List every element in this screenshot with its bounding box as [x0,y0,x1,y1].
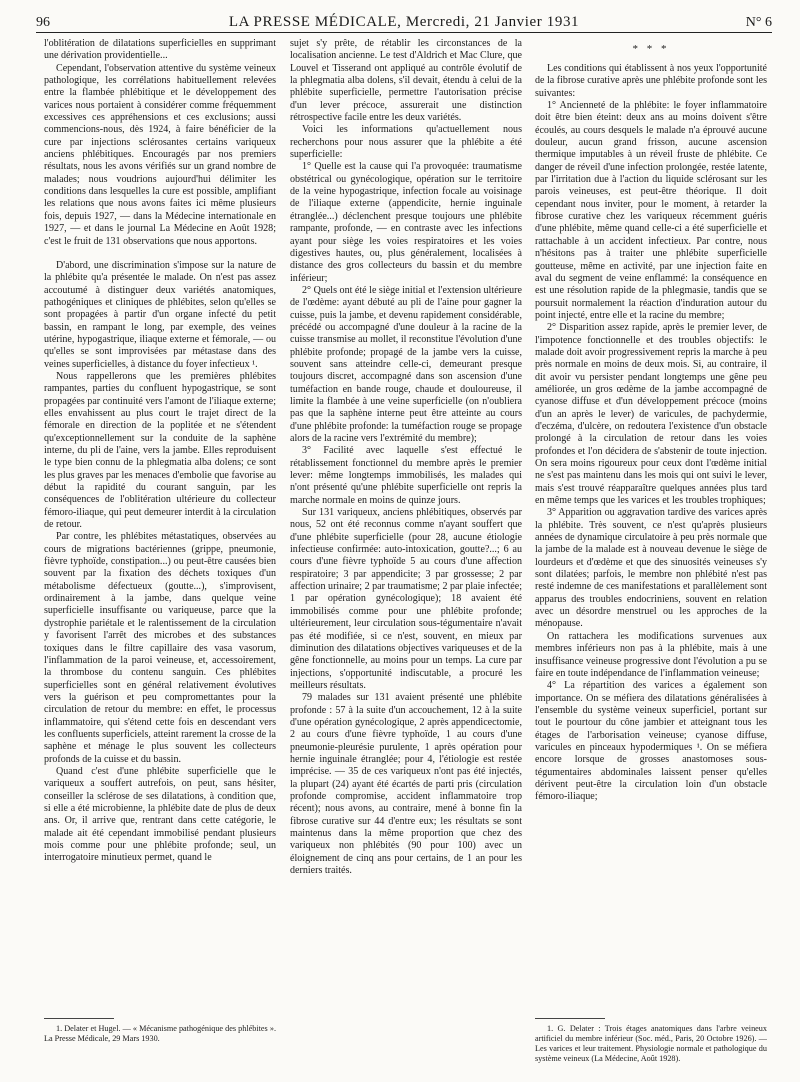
paragraph: 1° Quelle est la cause qui l'a provoquée: traumatisme obstétrical ou gynécologique, opération sur le territoire de la veine hypogastrique, infection focale au voisinage de l'iliaque externe (appendicite, hernie inguinale étranglée...) déclenchent presque toujours une phlébite rampante, profonde, — en contraste avec les infections ayant pour siège les voies respiratoires et les voies digestives hautes, ou, plus généralement, localisées à distance des gros collecteurs du bassin et du membre inférieur; [290,161,522,284]
page-number: 96 [36,15,50,30]
paragraph: l'oblitération de dilatations superficielles en supprimant une dérivation providentielle... [44,38,276,62]
text-column-2 [290,38,522,877]
text-column-3 [535,38,767,804]
paragraph: 3° Facilité avec laquelle s'est effectué le rétablissement fonctionnel du membre après le premier lever: même longtemps immobilisés, les malades qui n'ont présenté qu'une phlébite superficielle ont repris la marche normale en moins de quinze jours. [290,445,522,506]
paragraph: 1° Ancienneté de la phlébite: le foyer inflammatoire doit être bien éteint: deux ans au moins doivent s'être écoulés, au cours desquels le malade n'a éprouvé aucune douleur, aucun grand frisson, aucune ascension thermique imputables à un réveil fruste de phlébite. Ce danger de réveil d'une infection prolongée, restée latente, par l'irritation due à l'action du liquide sclérosant sur les parois veineuses, est peut-être théorique. Il doit cependant nous inviter, pour le moment, à retarder la fibrose curative chez les variqueux récemment guéris d'une phlébite, même quand celle-ci a été superficielle et rattachable à un accident infectieux. Par contre, nous n'hésitons pas à traiter une phlébite superficielle goutteuse, même en activité, par une injection faite en aval du segment de veine enflammé: la conséquence en est une résolution rapide de la phlegmasie, tandis que se poursuit normalement la réaction d'induration autour du point injecté, entre elle et la racine du membre; [535,100,767,321]
paragraph: Voici les informations qu'actuellement nous recherchons pour nous assurer que la phlébite a été superficielle: [290,124,522,161]
paragraph: Par contre, les phlébites métastatiques, observées au cours de migrations bactériennes (grippe, pneumonie, fièvre typhoïde, constipation...) ou peut-être causées bien souvent par la fixation des déchets toxiques d'un métabolisme défectueux (goutte...), s'improvisent, ordinairement à la jambe, dans quelque veine superficielle insuffisante ou variqueuse, parce que la dystrophie pariétale et le ralentissement de la circulation y favorisent l'arrêt des microbes et des substances toxiques dans le filtre capillaire des vasa vasorum, l'inflammation de la paroi veineuse, et, accessoirement, la thrombose du contenu sanguin. Ces phlébites superficielles sont en général relativement évolutives vers la guérison et peu compromettantes pour la circulation de retour du membre: en effet, le processus inflammatoire, qui s'étend cette fois en descendant vers les confluents superficiels, atteint rarement la crosse de la saphène et ménage le plus souvent les collecteurs profonds de la cuisse et du bassin. [44,531,276,765]
paragraph: sujet s'y prête, de rétablir les circonstances de la localisation ancienne. Le test d'Aldrich et Mac Clure, que Louvel et Tisserand ont appliqué au contrôle évolutif de la phlegmatia alba dolens, s'il devait, étendu à celui de la phlébite superficielle, permettre l'autorisation précise d'un lever précoce, assurerait une distinction rétrospective facile entre les deux variétés. [290,38,522,124]
page-header [36,13,772,37]
paragraph: D'abord, une discrimination s'impose sur la nature de la phlébite qu'a présentée le malade. On n'est pas assez accoutumé à distinguer deux variétés anatomiques, pathogéniques et cliniques de phlébites, selon qu'elles se sont propagées à partir d'un organe infecté du petit bassin, en rampant le long, par exemple, des veines utérine, hypogastrique, iliaque externe et fémorale, — ou qu'elles se sont improvisées par métastase dans des veines superficielles, à distance du foyer infectieux ¹. [44,259,276,370]
footnote-rule-left [44,1018,114,1019]
section-separator: * * * [632,43,670,55]
paragraph: Quand c'est d'une phlébite superficielle que le variqueux a souffert autrefois, on peut, sans hésiter, conseiller la sclérose de ses dilatations, à condition que, si elle a été microbienne, la phlébite date de plus de deux ans. Or, il arrive que, rentrant dans cette catégorie, le malade ait été cependant immobilisé pendant plusieurs mois comme pour une phlébite profonde; seul, un interrogatoire minutieux permet, quand le [44,765,276,864]
issue-number: N° 6 [745,15,772,30]
paragraph: On rattachera les modifications survenues aux membres inférieurs non pas à la phlébite, mais à une insuffisance veineuse progressive dont l'évolution a pu se faire en toute indépendance de l'inflammation veineuse; [535,630,767,679]
header-rule [36,32,772,33]
footnote-text: 1. G. Delater : Trois étages anatomiques dans l'arbre veineux artificiel du membre inférieur (Soc. méd., Paris, 20 Octobre 1926). — Les varices et leur traitement. Physiologie normale et pathologique du système veineux (La Médecine, Août 1928). [535,1024,767,1063]
paragraph: 79 malades sur 131 avaient présenté une phlébite profonde : 57 à la suite d'un accouchement, 12 à la suite d'une opération gynécologique, 2 après appendicectomie, 2 au cours d'une fièvre typhoïde, 1 au cours d'une pneumonie-pleurésie purulente, 1 après opération pour hernie inguinale étranglée; pour 4, l'étiologie est restée imprécise. — 35 de ces variqueux n'ont pas été injectés, la plupart (24) ayant été écartés de parti pris (circulation profonde compromise, accident inflammatoire trop récent); nous avons, au contraire, mené à bonne fin la fibrose curative sur 44 d'entre eux; les résultats se sont maintenus dans la même proportion que chez des variqueux non phlébités (90 pour 100) avec un éloignement de cinq ans pour certains, de 1 an pour les derniers traités. [290,692,522,877]
paragraph: Les conditions qui établissent à nos yeux l'opportunité de la fibrose curative après une phlébite profonde sont les suivantes: [535,63,767,99]
footnote-left [44,1024,276,1044]
footnote-rule-right [535,1018,605,1019]
text-column-1 [44,38,276,865]
paragraph: 4° La répartition des varices a également son importance. On se méfiera des dilatations généralisées à l'ensemble du système veineux superficiel, portant sur tout le pourtour du cône jambier et atteignant tous les étages de l'arborisation veineuse; cyanose diffuse, varicules en pinceaux hypodermiques ¹. On se méfiera encore lorsque de grosses anastomoses sous-tégumentaires abdominales laissent penser qu'elles dérivent peut-être la circulation loin d'un obstacle fémoro-iliaque; [535,680,767,803]
footnote-right [535,1024,767,1064]
paragraph: Nous rappellerons que les premières phlébites rampantes, parties du confluent hypogastrique, se sont propagées par continuité vers l'amont de l'iliaque externe; elles envahissent au plus court le trajet direct de la fémorale en direction de la poplitée et ne s'étendent qu'exceptionnellement sur la conduite de la saphène interne, du pli de l'aine, vers la jambe. Elles reproduisent le type bien connu de la phlegmatia alba dolens; ce sont les plus graves par les menaces d'embolie que favorise au début la rapidité du courant sanguin, par les conséquences de l'oblitération ultérieure du collecteur fémoro-iliaque, qui peut demeurer interdit à la circulation de retour. [44,370,276,531]
paragraph: Cependant, l'observation attentive du système veineux pathologique, les corrélations habituellement relevées entre la flambée phlébitique et le développement des varices nous portaient à considérer comme fréquemment excessives ces appréhensions et ces exclusions; aussi commencions-nous, dès 1924, à faire bénéficier de la cure par injections sclérosantes certains variqueux anciens phlébitiques. Encouragés par nos premiers résultats, nous les avons vérifiés sur un grand nombre de malades; nous voudrions aujourd'hui délimiter les conditions dans lesquelles la cure est possible, amplifiant les relations que nous avons faites ici même plusieurs fois, depuis 1927, — dans la Médecine internationale en 1927, — et dans le journal La Médecine en Août 1928; c'est le fruit de 131 observations que nous apportons. [44,62,276,247]
journal-title: LA PRESSE MÉDICALE, Mercredi, 21 Janvier 1931 [228,14,580,30]
paragraph: 3° Apparition ou aggravation tardive des varices après la phlébite. Très souvent, ce n'est qu'après plusieurs années de dynamique circulatoire à peu près normale que la jambe de la malade est à nouveau devenue le siège de lourdeurs et d'œdème et que des sinuosités veineuses s'y sont dilatées; parfois, le membre non phlébité n'est pas resté indemne de ces manifestations et parallèlement sont apparus des troubles endocriniens, souvent en relation avec un désordre menstruel ou les approches de la ménopause. [535,507,767,630]
paragraph: Sur 131 variqueux, anciens phlébitiques, observés par nous, 52 ont été reconnus comme n'ayant souffert que d'une phlébite superficielle (pour 28, aucune étiologie infectieuse confirmée: auto-intoxication, goutte?...; 6 au cours d'une fièvre typhoïde 5 au cours d'une affection respiratoire; 3 par appendicite; 3 par grossesse; 2 par affection urinaire; 2 par traumatisme; 2 par plaie infectée; 1 par opération gynécologique); 18 avaient été immobilisés comme pour une phlébite profonde; ultérieurement, leur circulation sous-tégumentaire n'avait pas été modifiée, si ce n'est, souvent, en mieux par diminution des dilatations objectives variqueuses et de la gêne fonctionnelle, au moins pour un temps. La cure par injections, s'opportunité indiscutable, a procuré les meilleurs résultats. [290,507,522,691]
paragraph: 2° Disparition assez rapide, après le premier lever, de l'impotence fonctionnelle et des troubles objectifs: le malade doit avoir progressivement repris la marche à peu près normale en moins de deux mois. Si, au contraire, il dit avoir vu persister pendant longtemps une gêne peu améliorée, un gros œdème de la jambe accompagné de cyanose diffuse et d'un développement précoce (moins d'un an après le lever) de varicules, de pachydermie, d'eczéma, d'ulcère, on redoutera l'existence d'un obstacle prolongé à la circulation de retour dans les voies profondes et l'on décidera de s'abstenir de toute injection. On sera moins rigoureux pour ceux dont l'œdème initial ne s'est pas maintenu dans les mois qui ont suivi le lever, mais s'est trouvé réapparaître quelques années plus tard en même temps que les varices et les troubles trophiques; [535,322,767,507]
footnote-text: 1. Delater et Hugel. — « Mécanisme pathogénique des phlébites ». La Presse Médicale, 29 Mars 1930. [44,1024,276,1043]
paragraph: 2° Quels ont été le siège initial et l'extension ultérieure de l'œdème: ayant débuté au pli de l'aine pour gagner la cuisse, puis la jambe, et devenu rapidement considérable, précédé ou accompagné d'une douleur à la racine de la cuisse transmise au mollet, il reconstitue l'évolution d'une phlébite profonde; propagé de la jambe vers la cuisse, souvent sans atteindre celle-ci, demeurant presque toujours discret, accompagné dans son ascension d'une tuméfaction en bande rouge, chaude et douloureuse, il limite la flambée à une veine superficielle (on n'oubliera pas que la saphène interne peut être atteinte au cours d'une phlébite profonde: la tuméfaction rouge se propage alors de la racine vers l'extrémité du membre); [290,284,522,444]
